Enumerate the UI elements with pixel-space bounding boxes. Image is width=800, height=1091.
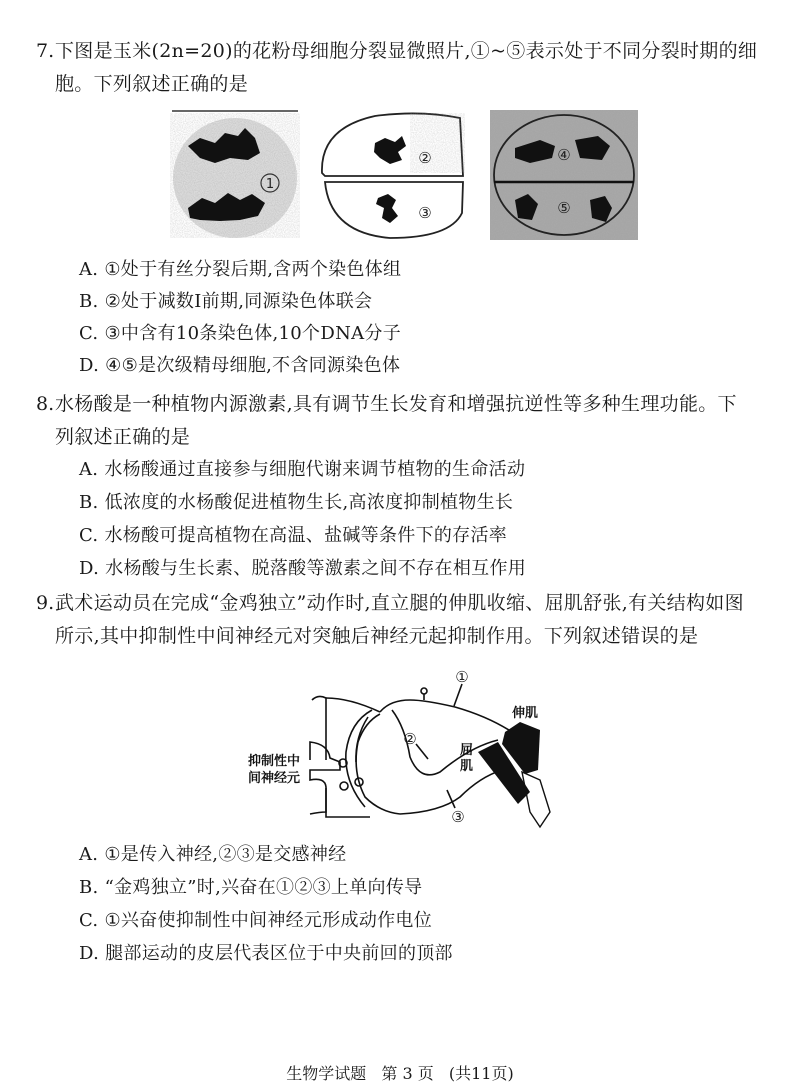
- interneuron-label: 抑制性中: [248, 754, 301, 769]
- svg-text:④: ④: [557, 146, 571, 164]
- question-stem-line: 胞。下列叙述正确的是: [55, 73, 249, 95]
- option-letter: B.: [79, 291, 99, 312]
- question-stem-line: 水杨酸是一种植物内源激素,具有调节生长发育和增强抗逆性等多种生理功能。下: [55, 393, 737, 415]
- flexor-label: 肌: [460, 759, 474, 774]
- question-stem-line: 武术运动员在完成“金鸡独立”动作时,直立腿的伸肌收缩、屈肌舒张,有关结构如图: [55, 592, 744, 614]
- option-a: [79, 843, 346, 867]
- option-text: 腿部运动的皮层代表区位于中央前回的顶部: [105, 943, 453, 964]
- question-number: 7.: [36, 40, 55, 62]
- option-letter: A.: [79, 459, 99, 480]
- cell-division-micrograph-figure: [170, 108, 640, 243]
- option-text: ①是传入神经,②③是交感神经: [104, 844, 347, 865]
- option-d: [79, 557, 526, 581]
- option-b: [79, 876, 422, 900]
- option-d: [79, 354, 400, 378]
- option-a: [79, 258, 401, 282]
- question-stem-line: 所示,其中抑制性中间神经元对突触后神经元起抑制作用。下列叙述错误的是: [55, 625, 699, 647]
- micrograph-cells-2-3: [320, 110, 465, 240]
- footer-total-pages: (共11页): [448, 1064, 514, 1083]
- interneuron-label: 间神经元: [248, 771, 301, 786]
- footer-subject: 生物学试题: [286, 1064, 367, 1083]
- option-c: [79, 322, 401, 346]
- option-b: [79, 290, 372, 314]
- option-letter: D.: [79, 355, 100, 376]
- option-text: “金鸡独立”时,兴奋在①②③上单向传导: [104, 877, 423, 898]
- option-text: ②处于减数Ⅰ前期,同源染色体联会: [104, 291, 373, 312]
- micrograph-cells-4-5: [490, 110, 638, 240]
- svg-text:③: ③: [418, 204, 432, 222]
- option-a: [79, 458, 525, 482]
- option-letter: D.: [79, 558, 100, 579]
- reflex-arc-diagram: [240, 662, 560, 832]
- svg-text:②: ②: [418, 149, 432, 167]
- option-letter: C.: [79, 910, 99, 931]
- option-text: 低浓度的水杨酸促进植物生长,高浓度抑制植物生长: [104, 492, 514, 513]
- svg-text:⑤: ⑤: [557, 199, 571, 217]
- micrograph-cell-1: [170, 111, 300, 238]
- option-text: ①处于有丝分裂后期,含两个染色体组: [104, 259, 402, 280]
- question-number: 8.: [36, 393, 55, 415]
- question-number: 9.: [36, 592, 55, 614]
- page-footer: [0, 1064, 800, 1084]
- option-c: [79, 909, 432, 933]
- option-b: [79, 491, 513, 515]
- svg-text:①: ①: [455, 668, 469, 686]
- svg-text:②: ②: [403, 730, 417, 748]
- svg-text:③: ③: [451, 808, 465, 826]
- option-letter: C.: [79, 323, 99, 344]
- option-text: 水杨酸可提高植物在高温、盐碱等条件下的存活率: [104, 525, 508, 546]
- option-text: 水杨酸通过直接参与细胞代谢来调节植物的生命活动: [104, 459, 526, 480]
- option-letter: A.: [79, 259, 99, 280]
- extensor-label: 伸肌: [512, 706, 539, 721]
- question-stem-line: 下图是玉米(2n=20)的花粉母细胞分裂显微照片,①~⑤表示处于不同分裂时期的细: [55, 40, 758, 62]
- flexor-label: 屈: [460, 743, 474, 758]
- option-text: ①兴奋使抑制性中间神经元形成动作电位: [104, 910, 433, 931]
- option-text: 水杨酸与生长素、脱落酸等激素之间不存在相互作用: [105, 558, 527, 579]
- question-stem-line: 列叙述正确的是: [55, 426, 191, 448]
- option-c: [79, 524, 507, 548]
- svg-text:1: 1: [265, 177, 275, 192]
- option-letter: A.: [79, 844, 99, 865]
- option-text: ④⑤是次级精母细胞,不含同源染色体: [105, 355, 401, 376]
- option-letter: D.: [79, 943, 100, 964]
- option-letter: B.: [79, 877, 99, 898]
- footer-page-number: 第 3 页: [381, 1064, 434, 1083]
- option-d: [79, 942, 453, 966]
- option-text: ③中含有10条染色体,10个DNA分子: [104, 323, 402, 344]
- option-letter: B.: [79, 492, 99, 513]
- option-letter: C.: [79, 525, 99, 546]
